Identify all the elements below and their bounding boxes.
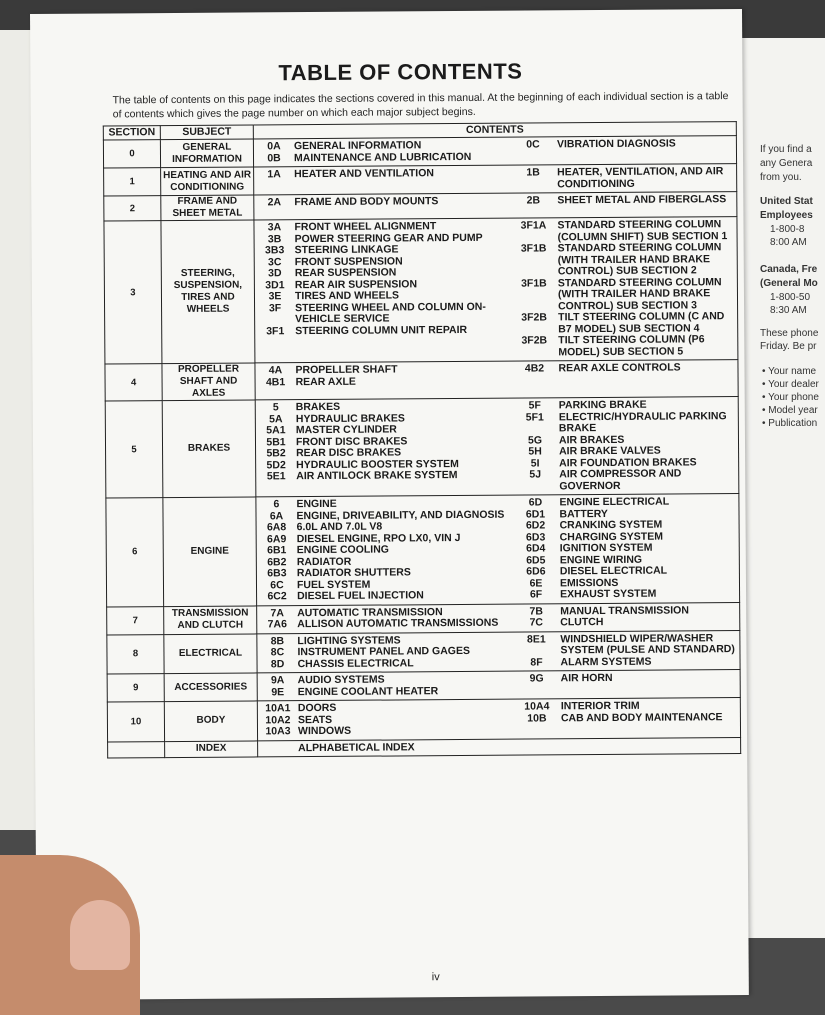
entry-code: 6A9 [257, 534, 297, 546]
entry-name: HEATER AND VENTILATION [294, 168, 509, 181]
entry-code: 6B3 [257, 568, 297, 580]
toc-entry [509, 138, 736, 151]
contents-column-left [258, 702, 513, 738]
contents-column-right [509, 219, 737, 359]
toc-entry [509, 166, 736, 191]
toc-row [104, 164, 737, 196]
toc-entry [510, 277, 737, 313]
toc-row [107, 670, 740, 702]
contents-column-right [509, 166, 736, 191]
entry-name: DIESEL FUEL INJECTION [297, 590, 512, 603]
facing-line: Employees [760, 210, 813, 221]
entry-name: TILT STEERING COLUMN (P6 MODEL) SUB SECTION 5 [558, 334, 737, 358]
header-contents: CONTENTS [253, 122, 736, 139]
entry-name: WINDSHIELD WIPER/WASHER SYSTEM (PULSE AND STANDARD) [560, 633, 739, 657]
entry-name: REAR AXLE CONTROLS [558, 362, 737, 375]
entry-name: LIGHTING SYSTEMS [297, 634, 512, 647]
toc-table [103, 121, 741, 758]
toc-entry [510, 311, 737, 336]
entry-name: ENGINE, DRIVEABILITY, AND DIAGNOSIS [296, 509, 511, 522]
toc-entry [257, 590, 512, 603]
entry-code: 3D1 [255, 280, 295, 292]
entry-name: ENGINE COOLING [297, 544, 512, 557]
toc-entry [254, 168, 509, 181]
entry-code: 5 [256, 402, 296, 414]
entry-name: REAR SUSPENSION [295, 267, 510, 280]
toc-entry [256, 470, 511, 483]
contents-column-left [254, 168, 509, 193]
section-number: 9 [107, 674, 164, 702]
entry-name: AUDIO SYSTEMS [298, 674, 513, 687]
entry-name: INSTRUMENT PANEL AND GAGES [297, 646, 512, 659]
entry-name: REAR DISC BRAKES [296, 447, 511, 460]
toc-entry [258, 657, 513, 670]
section-subject: GENERAL INFORMATION [160, 139, 253, 168]
facing-line: from you. [760, 172, 802, 183]
section-subject: ACCESSORIES [164, 673, 257, 702]
entry-name: FRONT WHEEL ALIGNMENT [294, 221, 509, 234]
entry-code: 6D5 [512, 555, 560, 567]
toc-row [105, 360, 738, 401]
entry-name: CAB AND BODY MAINTENANCE [561, 712, 740, 725]
entry-code: 3F2B [510, 335, 558, 347]
toc-entry [510, 334, 737, 359]
section-number: 4 [105, 364, 162, 401]
section-subject: ENGINE [163, 497, 257, 606]
entry-code: 0B [254, 153, 294, 165]
entry-name: ALPHABETICAL INDEX [298, 741, 513, 754]
entry-code: 1B [509, 167, 557, 179]
entry-code: 7B [512, 606, 560, 618]
section-number: 2 [104, 196, 161, 221]
section-contents [258, 737, 741, 757]
entry-name: RADIATOR SHUTTERS [297, 567, 512, 580]
entry-name: STEERING COLUMN UNIT REPAIR [295, 324, 510, 337]
facing-line: (General Mo [760, 278, 818, 289]
entry-code: 6D [511, 497, 559, 509]
entry-name: CHARGING SYSTEM [560, 531, 739, 544]
contents-column-right [512, 633, 739, 669]
section-contents [255, 397, 739, 497]
entry-code: 3F1 [255, 326, 295, 338]
toc-row [108, 737, 741, 758]
entry-code: 4B2 [510, 363, 558, 375]
toc-entry [255, 324, 510, 337]
contents-column-right [509, 194, 736, 207]
entry-name: MAINTENANCE AND LUBRICATION [294, 151, 509, 164]
toc-row [107, 698, 740, 742]
entry-code: 9E [258, 687, 298, 699]
entry-code: 3F1B [510, 278, 558, 290]
entry-code: 3F2B [510, 312, 558, 324]
entry-name: CLUTCH [560, 616, 739, 629]
facing-line: If you find a [760, 144, 812, 155]
entry-code: 8E1 [512, 634, 560, 646]
entry-code: 5H [511, 446, 559, 458]
entry-name: ENGINE [296, 498, 511, 511]
facing-line: These phone [760, 328, 818, 339]
entry-name: FRAME AND BODY MOUNTS [294, 196, 509, 209]
section-subject: HEATING AND AIR CONDITIONING [161, 167, 254, 196]
section-contents [256, 494, 740, 606]
entry-code: 0C [509, 139, 557, 151]
entry-code: 3F1A [509, 220, 557, 232]
facing-line: any Genera [760, 158, 812, 169]
entry-name: BATTERY [559, 508, 738, 521]
entry-code: 5I [511, 458, 559, 470]
intro-paragraph: The table of contents on this page indicates the sections covered in this manual. At the beginning of each individual section is a table of contents which gives the page number on which each major subject begins. [113, 89, 733, 121]
toc-entry [257, 618, 512, 631]
entry-code: 6D4 [512, 543, 560, 555]
entry-name: CRANKING SYSTEM [560, 519, 739, 532]
entry-code: 8C [257, 647, 297, 659]
entry-code: 5F [511, 400, 559, 412]
entry-code: 7A6 [257, 619, 297, 631]
entry-name: HYDRAULIC BRAKES [296, 412, 511, 425]
toc-body [103, 136, 740, 758]
contents-column-right [511, 496, 739, 601]
entry-name: STANDARD STEERING COLUMN (WITH TRAILER HAND BRAKE CONTROL) SUB SECTION 2 [558, 242, 737, 278]
entry-code: 7C [512, 617, 560, 629]
section-contents [254, 164, 737, 195]
entry-code: 3D [255, 268, 295, 280]
entry-name: RADIATOR [297, 555, 512, 568]
section-contents [257, 670, 740, 701]
entry-code: 9G [513, 673, 561, 685]
toc-entry [513, 656, 740, 669]
section-number [108, 741, 165, 758]
entry-name: PROPELLER SHAFT [295, 364, 510, 377]
section-subject: PROPELLER SHAFT AND AXLES [162, 363, 255, 401]
entry-name: GENERAL INFORMATION [294, 140, 509, 153]
entry-name: STANDARD STEERING COLUMN (COLUMN SHIFT) SUB SECTION 1 [557, 219, 736, 243]
facing-line: • Your name [762, 366, 816, 377]
section-contents [257, 698, 740, 741]
section-number: 1 [104, 168, 161, 196]
toc-row [106, 494, 740, 607]
facing-line: 8:30 AM [770, 305, 807, 316]
entry-code: 6B2 [257, 557, 297, 569]
entry-name: MANUAL TRANSMISSION [560, 605, 739, 618]
entry-code: 2B [509, 195, 557, 207]
section-subject: STEERING, SUSPENSION, TIRES AND WHEELS [161, 220, 255, 364]
entry-code: 6C2 [257, 591, 297, 603]
entry-name: ENGINE ELECTRICAL [559, 496, 738, 509]
entry-name: WINDOWS [298, 725, 513, 738]
entry-code: 10A3 [258, 726, 298, 738]
entry-code: 0A [254, 141, 294, 153]
entry-name: FRONT DISC BRAKES [296, 435, 511, 448]
entry-name: FRONT SUSPENSION [295, 255, 510, 268]
entry-code: 8D [258, 659, 298, 671]
entry-name: TIRES AND WHEELS [295, 290, 510, 303]
contents-column-left [254, 221, 510, 361]
entry-code: 6D3 [512, 532, 560, 544]
entry-code: 3A [254, 222, 294, 234]
entry-code: 5D2 [256, 460, 296, 472]
section-contents [254, 192, 737, 220]
entry-code: 7A [257, 608, 297, 620]
entry-name: ALARM SYSTEMS [561, 656, 740, 669]
entry-code: 1A [254, 169, 294, 181]
entry-name: INTERIOR TRIM [561, 700, 740, 713]
contents-column-left [254, 196, 509, 209]
contents-column-right [511, 399, 739, 493]
facing-line: 1-800-50 [770, 292, 810, 303]
entry-code: 6D2 [512, 520, 560, 532]
entry-code: 6D6 [512, 566, 560, 578]
contents-column-left [257, 606, 512, 631]
toc-entry [255, 301, 510, 326]
entry-code: 10A4 [513, 701, 561, 713]
toc-entry [256, 375, 511, 388]
entry-name: AIR ANTILOCK BRAKE SYSTEM [296, 470, 511, 483]
section-subject: BODY [164, 701, 257, 741]
entry-code: 6A8 [257, 522, 297, 534]
entry-name: CHASSIS ELECTRICAL [298, 657, 513, 670]
entry-code: 4A [255, 365, 295, 377]
toc-entry [258, 741, 513, 754]
toc-entry [511, 468, 738, 493]
toc-entry [512, 616, 739, 629]
facing-line: • Your dealer [762, 379, 819, 390]
section-subject: INDEX [165, 740, 258, 757]
entry-code: 5A [256, 414, 296, 426]
section-number: 10 [107, 702, 164, 742]
entry-name: EXHAUST SYSTEM [560, 588, 739, 601]
entry-name: BRAKES [296, 401, 511, 414]
entry-name: SHEET METAL AND FIBERGLASS [557, 194, 736, 207]
entry-name: STEERING WHEEL AND COLUMN ON-VEHICLE SERVICE [295, 301, 510, 326]
entry-code: 6E [512, 578, 560, 590]
contents-column-right [513, 672, 740, 697]
entry-code: 3C [255, 257, 295, 269]
entry-name: STEERING LINKAGE [295, 244, 510, 257]
section-subject: TRANSMISSION AND CLUTCH [164, 605, 257, 634]
entry-name: DIESEL ENGINE, RPO LX0, VIN J [297, 532, 512, 545]
entry-name: AIR BRAKE VALVES [559, 445, 738, 458]
entry-name: REAR AXLE [296, 375, 511, 388]
section-contents [257, 630, 740, 673]
section-contents [253, 136, 736, 167]
entry-code: 2A [254, 197, 294, 209]
contents-column-left [257, 634, 512, 670]
section-contents [257, 602, 740, 633]
entry-name: HEATER, VENTILATION, AND AIR CONDITIONING [557, 166, 736, 190]
entry-code: 5F1 [511, 412, 559, 424]
page-title: TABLE OF CONTENTS [278, 59, 522, 87]
entry-name: VIBRATION DIAGNOSIS [557, 138, 736, 151]
facing-line: Canada, Fre [760, 264, 817, 275]
contents-column-left [254, 140, 509, 165]
toc-entry [254, 151, 509, 164]
entry-name: STANDARD STEERING COLUMN (WITH TRAILER HAND BRAKE CONTROL) SUB SECTION 3 [558, 277, 737, 313]
entry-code: 6B1 [257, 545, 297, 557]
toc-entry [513, 672, 740, 685]
thumbnail-nail [70, 900, 130, 970]
entry-name: ENGINE COOLANT HEATER [298, 685, 513, 698]
toc-entry [258, 725, 513, 738]
contents-column-right [509, 138, 736, 163]
entry-name: TILT STEERING COLUMN (C AND B7 MODEL) SUB SECTION 4 [558, 311, 737, 335]
entry-code: 5E1 [256, 471, 296, 483]
contents-column-left [258, 674, 513, 699]
facing-line: • Model year [762, 405, 818, 416]
entry-code: 5B1 [256, 437, 296, 449]
toc-entry [511, 411, 738, 436]
entry-code: 5B2 [256, 448, 296, 460]
section-subject: FRAME AND SHEET METAL [161, 195, 254, 221]
entry-name: REAR AIR SUSPENSION [295, 278, 510, 291]
entry-code: 4B1 [256, 377, 296, 389]
entry-code: 5J [511, 469, 559, 481]
entry-code: 6A [256, 511, 296, 523]
entry-name: 6.0L AND 7.0L V8 [297, 521, 512, 534]
toc-entry [510, 362, 737, 375]
entry-name: DIESEL ELECTRICAL [560, 565, 739, 578]
entry-name: DOORS [298, 702, 513, 715]
section-contents [255, 360, 738, 400]
entry-code: 10A2 [258, 715, 298, 727]
section-number: 6 [106, 498, 164, 607]
entry-name: AIR BRAKES [559, 434, 738, 447]
entry-code: 8B [257, 636, 297, 648]
entry-code: 3B [255, 234, 295, 246]
toc-entry [512, 633, 739, 658]
entry-name: AUTOMATIC TRANSMISSION [297, 606, 512, 619]
entry-code: 3F [255, 303, 295, 315]
facing-line: 1-800-8 [770, 224, 804, 235]
facing-line: • Your phone [762, 392, 819, 403]
section-subject: ELECTRICAL [164, 633, 257, 673]
entry-code: 6 [256, 499, 296, 511]
entry-name: FUEL SYSTEM [297, 578, 512, 591]
section-number: 0 [103, 140, 160, 168]
entry-code: 10B [513, 713, 561, 725]
facing-line: United Stat [760, 196, 813, 207]
facing-line: Friday. Be pr [760, 341, 817, 352]
section-number: 5 [105, 401, 163, 498]
contents-column-left [256, 498, 512, 603]
entry-code: 6C [257, 580, 297, 592]
entry-name: ELECTRIC/HYDRAULIC PARKING BRAKE [559, 411, 738, 435]
entry-name: HYDRAULIC BOOSTER SYSTEM [296, 458, 511, 471]
entry-code: 3F1B [510, 243, 558, 255]
entry-name: ENGINE WIRING [560, 554, 739, 567]
page-number: iv [432, 971, 440, 983]
toc-entry [510, 242, 737, 278]
toc-entry [513, 712, 740, 725]
toc-row [103, 136, 736, 168]
toc-entry [509, 194, 736, 207]
entry-name: AIR COMPRESSOR AND GOVERNOR [559, 468, 738, 492]
facing-line: • Publication [762, 418, 817, 429]
entry-name: MASTER CYLINDER [296, 424, 511, 437]
entry-code: 5G [511, 435, 559, 447]
contents-column-right [512, 605, 739, 630]
contents-column-left [258, 741, 513, 754]
section-number: 7 [107, 606, 164, 634]
entry-code: 6D1 [511, 509, 559, 521]
contents-column-left [256, 401, 512, 495]
manual-page [30, 9, 749, 1000]
entry-code: 6F [512, 589, 560, 601]
contents-column-right [513, 740, 740, 753]
entry-name: AIR FOUNDATION BRAKES [559, 457, 738, 470]
contents-column-right [513, 700, 740, 736]
entry-name: AIR HORN [561, 672, 740, 685]
entry-name: SEATS [298, 713, 513, 726]
toc-row [104, 217, 738, 364]
section-number: 3 [104, 221, 162, 364]
entry-code: 3B3 [255, 245, 295, 257]
section-contents [254, 217, 738, 363]
section-number: 8 [107, 634, 164, 674]
header-subject: SUBJECT [160, 125, 253, 140]
entry-code: 3E [255, 291, 295, 303]
entry-name: IGNITION SYSTEM [560, 542, 739, 555]
entry-name: EMISSIONS [560, 577, 739, 590]
contents-column-left [255, 364, 510, 389]
toc-row [107, 602, 740, 634]
entry-code: 8F [513, 657, 561, 669]
section-subject: BRAKES [162, 400, 256, 498]
toc-entry [258, 685, 513, 698]
header-section: SECTION [103, 126, 160, 140]
entry-name: PARKING BRAKE [559, 399, 738, 412]
entry-name: ALLISON AUTOMATIC TRANSMISSIONS [297, 618, 512, 631]
toc-entry [509, 219, 736, 244]
toc-row [107, 630, 740, 674]
entry-name: POWER STEERING GEAR AND PUMP [295, 232, 510, 245]
entry-code: 10A1 [258, 703, 298, 715]
contents-column-right [510, 362, 737, 387]
toc-entry [254, 196, 509, 209]
entry-code: 5A1 [256, 425, 296, 437]
toc-row [105, 397, 739, 498]
toc-entry [512, 588, 739, 601]
facing-line: 8:00 AM [770, 237, 807, 248]
entry-code: 9A [258, 675, 298, 687]
